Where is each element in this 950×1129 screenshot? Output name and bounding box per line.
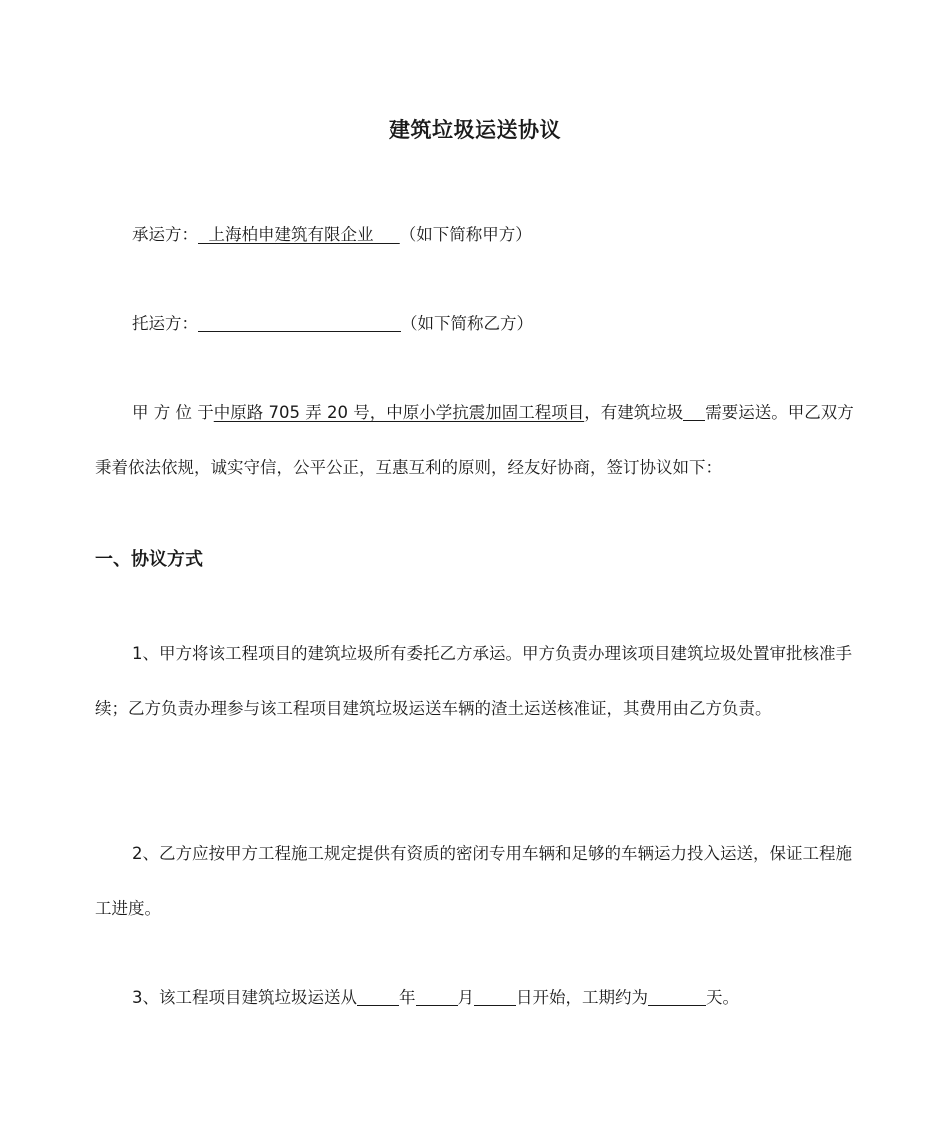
intro-text-end: 需要运送。甲乙双方秉着依法依规，诚实守信，公平公正，互惠互利的原则，经友好协商，签订协议如下： — [95, 403, 854, 477]
carrier-label: 承运方： — [132, 225, 198, 244]
intro-text-start: 甲 方 位 于 — [132, 403, 214, 422]
quantity-blank — [683, 402, 705, 421]
project-location: 中原路 705 弄 20 号，中原小学抗震加固工程项目 — [213, 403, 585, 422]
clause-1: 1、甲方将该工程项目的建筑垃圾所有委托乙方承运。甲方负责办理该项目建筑垃圾处置审批核准手续；乙方负责办理参与该工程项目建筑垃圾运送车辆的渣土运送核准证，其费用由乙方负责。 — [95, 644, 852, 718]
intro-paragraph — [95, 385, 857, 495]
clause-2: 2、乙方应按甲方工程施工规定提供有资质的密闭专用车辆和足够的车辆运力投入运送，保证工程施工进度。 — [95, 844, 852, 918]
duration-days-blank — [648, 987, 706, 1006]
shipper-name-blank — [198, 313, 401, 332]
section-heading-agreement-method: 一、协议方式 — [95, 549, 203, 570]
clause-3 — [95, 970, 857, 1025]
carrier-name: 上海柏申建筑有限企业 — [208, 225, 374, 244]
start-month-blank — [416, 987, 458, 1006]
carrier-line — [95, 207, 857, 262]
day-label: 日开始，工期约为 — [516, 988, 648, 1007]
document-title: 建筑垃圾运送协议 — [389, 118, 561, 142]
month-label: 月 — [457, 988, 474, 1007]
clause-3-end: 天。 — [706, 988, 739, 1007]
shipper-suffix: （如下简称乙方） — [401, 314, 533, 333]
start-day-blank — [474, 987, 516, 1006]
year-label: 年 — [399, 988, 416, 1007]
clause-3-prefix: 3、该工程项目建筑垃圾运送从 — [132, 988, 357, 1007]
start-year-blank — [357, 987, 399, 1006]
shipper-line — [95, 296, 857, 351]
intro-text-middle: ，有建筑垃圾 — [584, 403, 684, 422]
carrier-suffix: （如下简称甲方） — [399, 225, 532, 244]
shipper-label: 托运方： — [132, 314, 198, 333]
